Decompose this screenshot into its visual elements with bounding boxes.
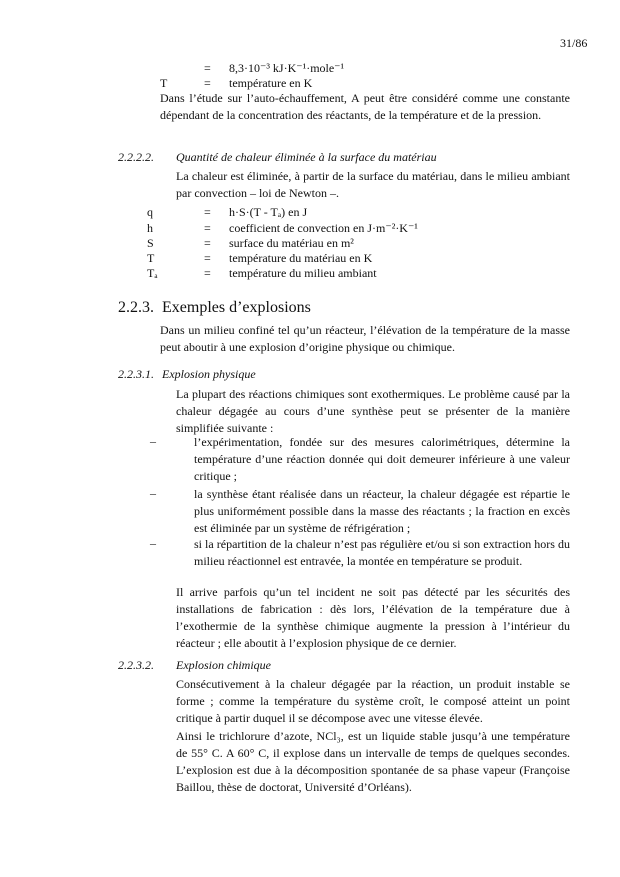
eq-description: température du matériau en K xyxy=(229,251,373,265)
list-item: la synthèse étant réalisée dans un réacteur, la chaleur dégagée est répartie le plus uniformément possible dans la masse des réactants ; la fraction en excès est éliminée par un système de réfrigération ; xyxy=(194,487,570,535)
eq-description: température du milieu ambiant xyxy=(229,266,377,280)
section-paragraph: La plupart des réactions chimiques sont exothermiques. Le problème causé par la chaleur dégagée au cours d’une synthèse peut se présenter de la manière simplifiée suivante : xyxy=(176,387,570,435)
section-title: Explosion chimique xyxy=(176,658,271,672)
section-title: Exemples d’explosions xyxy=(162,299,311,316)
dash-bullet: – xyxy=(150,536,156,550)
section-paragraph: Ainsi le trichlorure d’azote, NCl₃, est un liquide stable jusqu’à une température de 55° C. A 60° C, il explose dans un intervalle de temps de quelques secondes. L’explosion est due à la décomposition spontanée de sa phase vapeur (Françoise Baillou, thèse de doctorat, Université d’Orléans). xyxy=(176,729,570,794)
list-item: l’expérimentation, fondée sur des mesures calorimétriques, détermine la température d’une réaction donnée qui doit demeurer inférieure à une valeur critique ; xyxy=(194,435,570,483)
eq-description: h·S·(T - Tₐ) en J xyxy=(229,205,308,219)
eq-symbol: S xyxy=(147,236,154,250)
eq-description: 8,3·10⁻³ kJ·K⁻¹·mole⁻¹ xyxy=(229,61,345,75)
eq-operator: = xyxy=(204,205,211,219)
section-paragraph: Consécutivement à la chaleur dégagée par la réaction, un produit instable se forme ; comme la température du système croît, le composé atteint un point critique à partir duquel il se décompose avec une vitesse élevée. xyxy=(176,677,570,725)
eq-description: surface du matériau en m² xyxy=(229,236,354,250)
eq-operator: = xyxy=(204,61,211,75)
section-number: 2.2.3.2. xyxy=(118,658,154,672)
section-number: 2.2.2.2. xyxy=(118,150,154,164)
page-number: 31/86 xyxy=(560,36,588,50)
eq-operator: = xyxy=(204,221,211,235)
dash-bullet: – xyxy=(150,434,156,448)
section-number: 2.2.3. xyxy=(118,299,154,316)
section-paragraph: Il arrive parfois qu’un tel incident ne soit pas détecté par les sécurités des installations de fabrication : dès lors, l’élévation de la température due à l’exothermie de la synthèse chimique augmente la pression à l’intérieur du réacteur ; elle aboutit à l’explosion physique de ce dernier. xyxy=(176,585,570,650)
eq-symbol: T xyxy=(160,76,168,90)
eq-operator: = xyxy=(204,251,211,265)
section-title: Quantité de chaleur éliminée à la surface du matériau xyxy=(176,150,437,164)
eq-symbol: Tₐ xyxy=(147,266,158,280)
section-title: Explosion physique xyxy=(162,367,256,381)
intro-paragraph: Dans l’étude sur l’auto-échauffement, A peut être considéré comme une constante dépendant de la concentration des réactants, de la température et de la pression. xyxy=(160,91,570,122)
eq-operator: = xyxy=(204,236,211,250)
eq-symbol: q xyxy=(147,205,153,219)
eq-operator: = xyxy=(204,76,211,90)
eq-description: température en K xyxy=(229,76,313,90)
eq-symbol: T xyxy=(147,251,155,265)
section-paragraph: Dans un milieu confiné tel qu’un réacteur, l’élévation de la température de la masse peut aboutir à une explosion d’origine physique ou chimique. xyxy=(160,323,570,354)
eq-symbol: h xyxy=(147,221,153,235)
list-item: si la répartition de la chaleur n’est pas régulière et/ou si son extraction hors du milieu réactionnel est entravée, la montée en température se produit. xyxy=(194,537,570,568)
eq-operator: = xyxy=(204,266,211,280)
dash-bullet: – xyxy=(150,486,156,500)
section-number: 2.2.3.1. xyxy=(118,367,154,381)
eq-description: coefficient de convection en J·m⁻²·K⁻¹ xyxy=(229,221,418,235)
section-paragraph: La chaleur est éliminée, à partir de la surface du matériau, dans le milieu ambiant par convection – loi de Newton –. xyxy=(176,169,570,200)
